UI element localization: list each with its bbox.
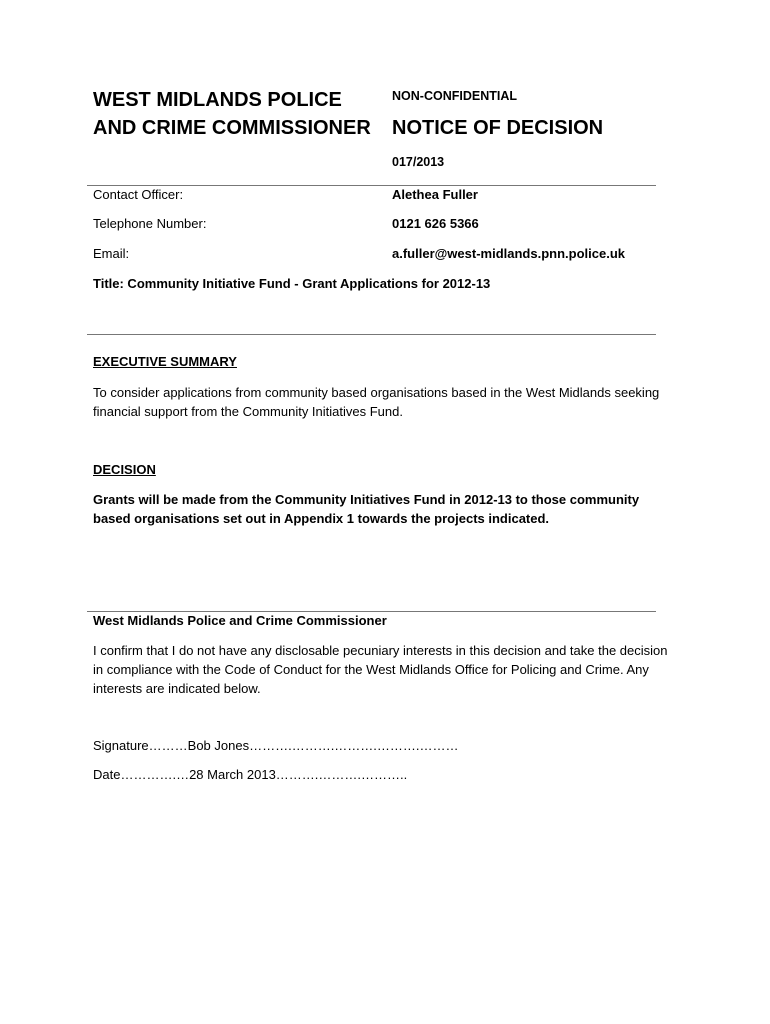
date-line: Date………….…28 March 2013……….……….………..	[93, 767, 408, 782]
telephone-label: Telephone Number:	[93, 216, 207, 231]
contact-officer-value: Alethea Fuller	[392, 187, 478, 202]
classification-label: NON-CONFIDENTIAL	[392, 89, 517, 103]
commissioner-declaration: I confirm that I do not have any disclosable pecuniary interests in this decision and take the decision in compliance with the Code of Conduct for the West Midlands Office for Policing and Crime. Any interests are indicated below.	[93, 643, 668, 696]
commissioner-heading: West Midlands Police and Crime Commissioner	[93, 613, 387, 628]
document-title: Title: Community Initiative Fund - Grant Applications for 2012-13	[93, 276, 491, 291]
executive-summary-heading: EXECUTIVE SUMMARY	[93, 354, 237, 369]
executive-summary-text: To consider applications from community based organisations based in the West Midlands seeking financial support from the Community Initiatives Fund.	[93, 385, 660, 419]
telephone-value: 0121 626 5366	[392, 216, 479, 231]
notice-title: NOTICE OF DECISION	[392, 117, 604, 139]
decision-text: Grants will be made from the Community Initiatives Fund in 2012-13 to those community based organisations set out in Appendix 1 towards the projects indicated.	[93, 492, 640, 526]
decision-reference: 017/2013	[392, 155, 445, 169]
organisation-name: WEST MIDLANDS POLICE AND CRIME COMMISSIONER	[93, 89, 371, 139]
header-divider	[87, 185, 656, 186]
contact-officer-label: Contact Officer:	[93, 187, 184, 202]
commissioner-divider	[87, 611, 656, 612]
title-divider	[87, 334, 656, 335]
email-value[interactable]: a.fuller@west-midlands.pnn.police.uk	[392, 246, 625, 261]
signature-line: Signature………Bob Jones……….……….……….……….………	[93, 738, 459, 753]
decision-heading: DECISION	[93, 462, 156, 477]
email-label: Email:	[93, 246, 130, 261]
